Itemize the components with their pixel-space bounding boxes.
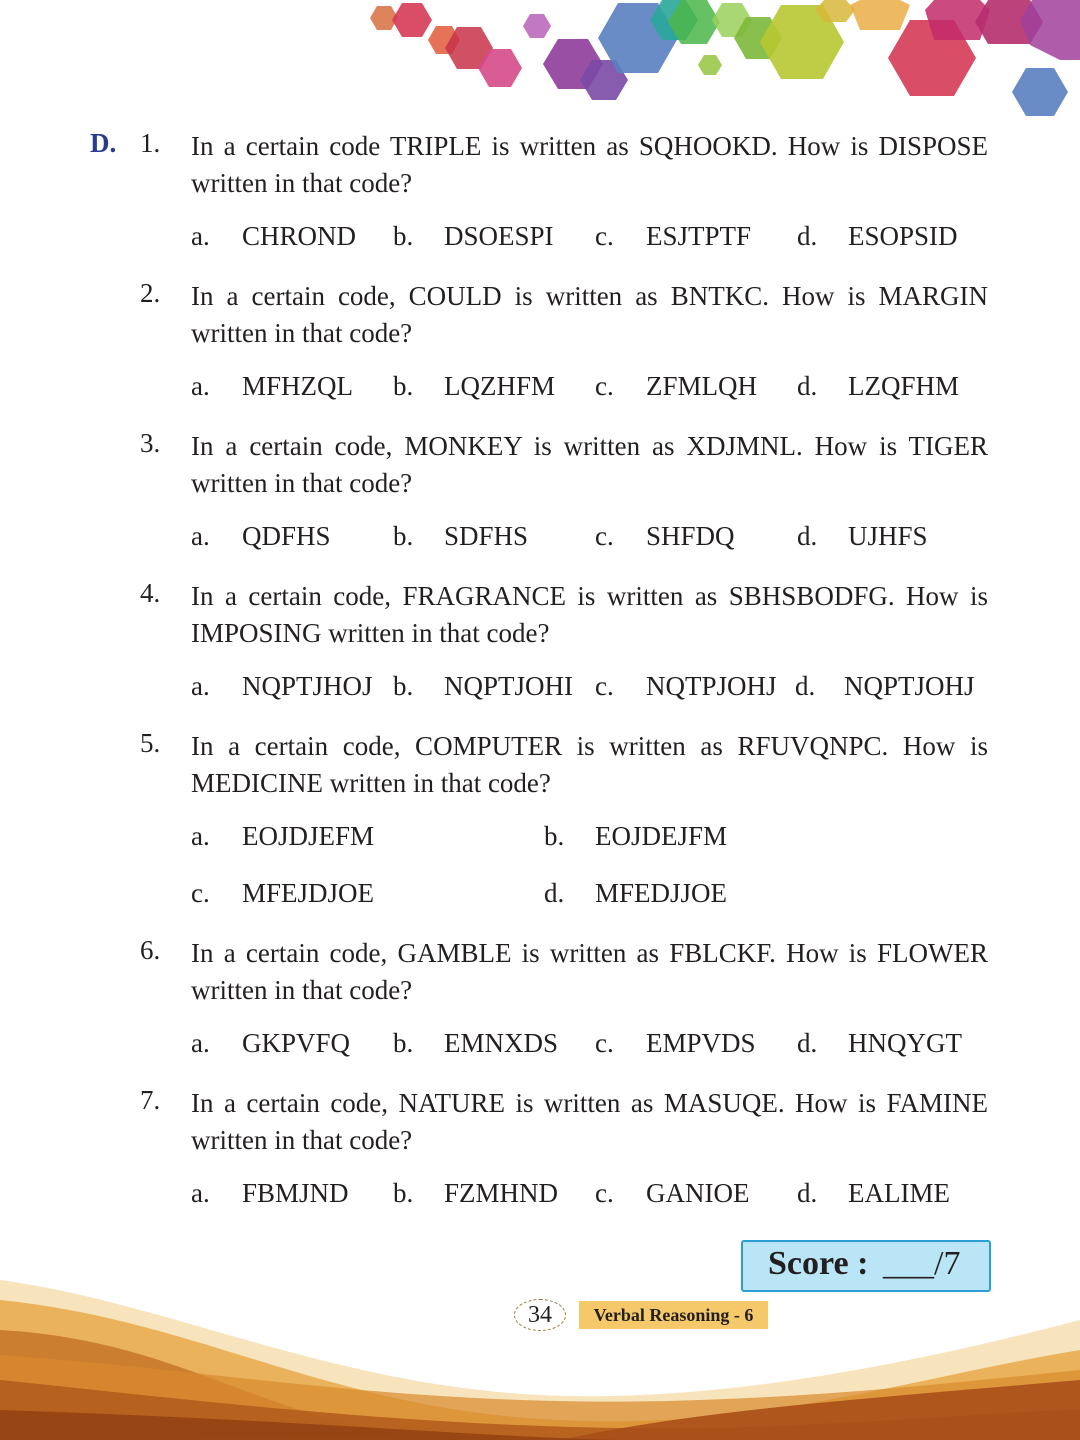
option-letter: a. (191, 1178, 210, 1208)
page-number: 34 (514, 1299, 566, 1331)
question-3-options (0, 521, 1080, 561)
option-value: GANIOE (646, 1178, 750, 1208)
option-value: EMNXDS (444, 1028, 559, 1058)
option-letter: a. (191, 671, 210, 701)
option-value: SDFHS (444, 521, 529, 551)
option-letter: c. (191, 878, 210, 908)
option-letter: d. (544, 878, 565, 908)
option-letter: c. (595, 371, 614, 401)
option-letter: d. (797, 521, 818, 551)
question-number: 4. (140, 578, 161, 608)
option-letter: c. (595, 521, 614, 551)
question-2-options (0, 371, 1080, 411)
option-letter: d. (797, 371, 818, 401)
option-letter: a. (191, 371, 210, 401)
score-blank: ___/7 (883, 1245, 961, 1282)
hexagon-shapes (370, 0, 1080, 116)
option-value: HNQYGT (848, 1028, 962, 1058)
question-text: In a certain code, GAMBLE is written as FBLCKF. How is FLOWER written in that code? (191, 938, 988, 1005)
option-value: MFEJDJOE (242, 878, 375, 908)
question-number: 1. (140, 128, 161, 158)
question-5-options-row-2 (0, 878, 1080, 918)
question-5-options-row-1 (0, 821, 1080, 861)
option-value: SHFDQ (646, 521, 735, 551)
option-value: LQZHFM (444, 371, 556, 401)
option-value: UJHFS (848, 521, 928, 551)
option-letter: d. (797, 1178, 818, 1208)
option-letter: a. (191, 521, 210, 551)
option-letter: d. (797, 1028, 818, 1058)
question-text: In a certain code, COULD is written as BNTKC. How is MARGIN written in that code? (191, 281, 988, 348)
option-value: NQTPJOHJ (646, 671, 777, 701)
option-value: NQPTJHOJ (242, 671, 373, 701)
option-letter: c. (595, 1178, 614, 1208)
section-label: D. (90, 128, 117, 158)
option-value: FBMJND (242, 1178, 349, 1208)
option-value: EOJDJEFM (242, 821, 375, 851)
question-text: In a certain code, MONKEY is written as XDJMNL. How is TIGER written in that code? (191, 431, 988, 498)
option-letter: b. (393, 1028, 414, 1058)
option-letter: c. (595, 671, 614, 701)
book-title: Verbal Reasoning - 6 (579, 1301, 768, 1329)
option-value: FZMHND (444, 1178, 559, 1208)
question-text: In a certain code TRIPLE is written as SQHOOKD. How is DISPOSE written in that code? (191, 131, 988, 198)
option-value: GKPVFQ (242, 1028, 351, 1058)
option-letter: c. (595, 1028, 614, 1058)
option-value: CHROND (242, 221, 357, 251)
option-letter: b. (393, 221, 414, 251)
option-value: ESOPSID (848, 221, 958, 251)
option-letter: b. (544, 821, 565, 851)
option-letter: b. (393, 371, 414, 401)
question-text: In a certain code, NATURE is written as MASUQE. How is FAMINE written in that code? (191, 1088, 988, 1155)
question-number: 5. (140, 728, 161, 758)
option-value: EMPVDS (646, 1028, 756, 1058)
hexagon-banner-decoration (0, 0, 1080, 130)
option-value: EALIME (848, 1178, 950, 1208)
option-value: QDFHS (242, 521, 331, 551)
question-1-options (0, 221, 1080, 261)
option-letter: b. (393, 671, 414, 701)
question-6-options (0, 1028, 1080, 1068)
option-letter: a. (191, 1028, 210, 1058)
question-4-options (0, 671, 1080, 711)
option-letter: b. (393, 521, 414, 551)
option-value: MFEDJJOE (595, 878, 728, 908)
option-letter: a. (191, 821, 210, 851)
option-value: EOJDEJFM (595, 821, 728, 851)
option-letter: d. (797, 221, 818, 251)
score-box (741, 1240, 991, 1292)
question-number: 2. (140, 278, 161, 308)
question-number: 3. (140, 428, 161, 458)
option-value: MFHZQL (242, 371, 354, 401)
option-value: DSOESPI (444, 221, 554, 251)
option-value: LZQFHM (848, 371, 960, 401)
option-letter: c. (595, 221, 614, 251)
option-value: NQPTJOHI (444, 671, 574, 701)
score-label: Score : (768, 1245, 869, 1282)
question-number: 6. (140, 935, 161, 965)
option-value: ZFMLQH (646, 371, 758, 401)
option-letter: d. (795, 671, 816, 701)
question-text: In a certain code, FRAGRANCE is written as SBHSBODFG. How is IMPOSING written in that code? (191, 581, 988, 648)
question-7-options (0, 1178, 1080, 1218)
option-letter: b. (393, 1178, 414, 1208)
option-letter: a. (191, 221, 210, 251)
question-text: In a certain code, COMPUTER is written as RFUVQNPC. How is MEDICINE written in that code? (191, 731, 988, 798)
question-number: 7. (140, 1085, 161, 1115)
option-value: ESJTPTF (646, 221, 752, 251)
option-value: NQPTJOHJ (844, 671, 975, 701)
